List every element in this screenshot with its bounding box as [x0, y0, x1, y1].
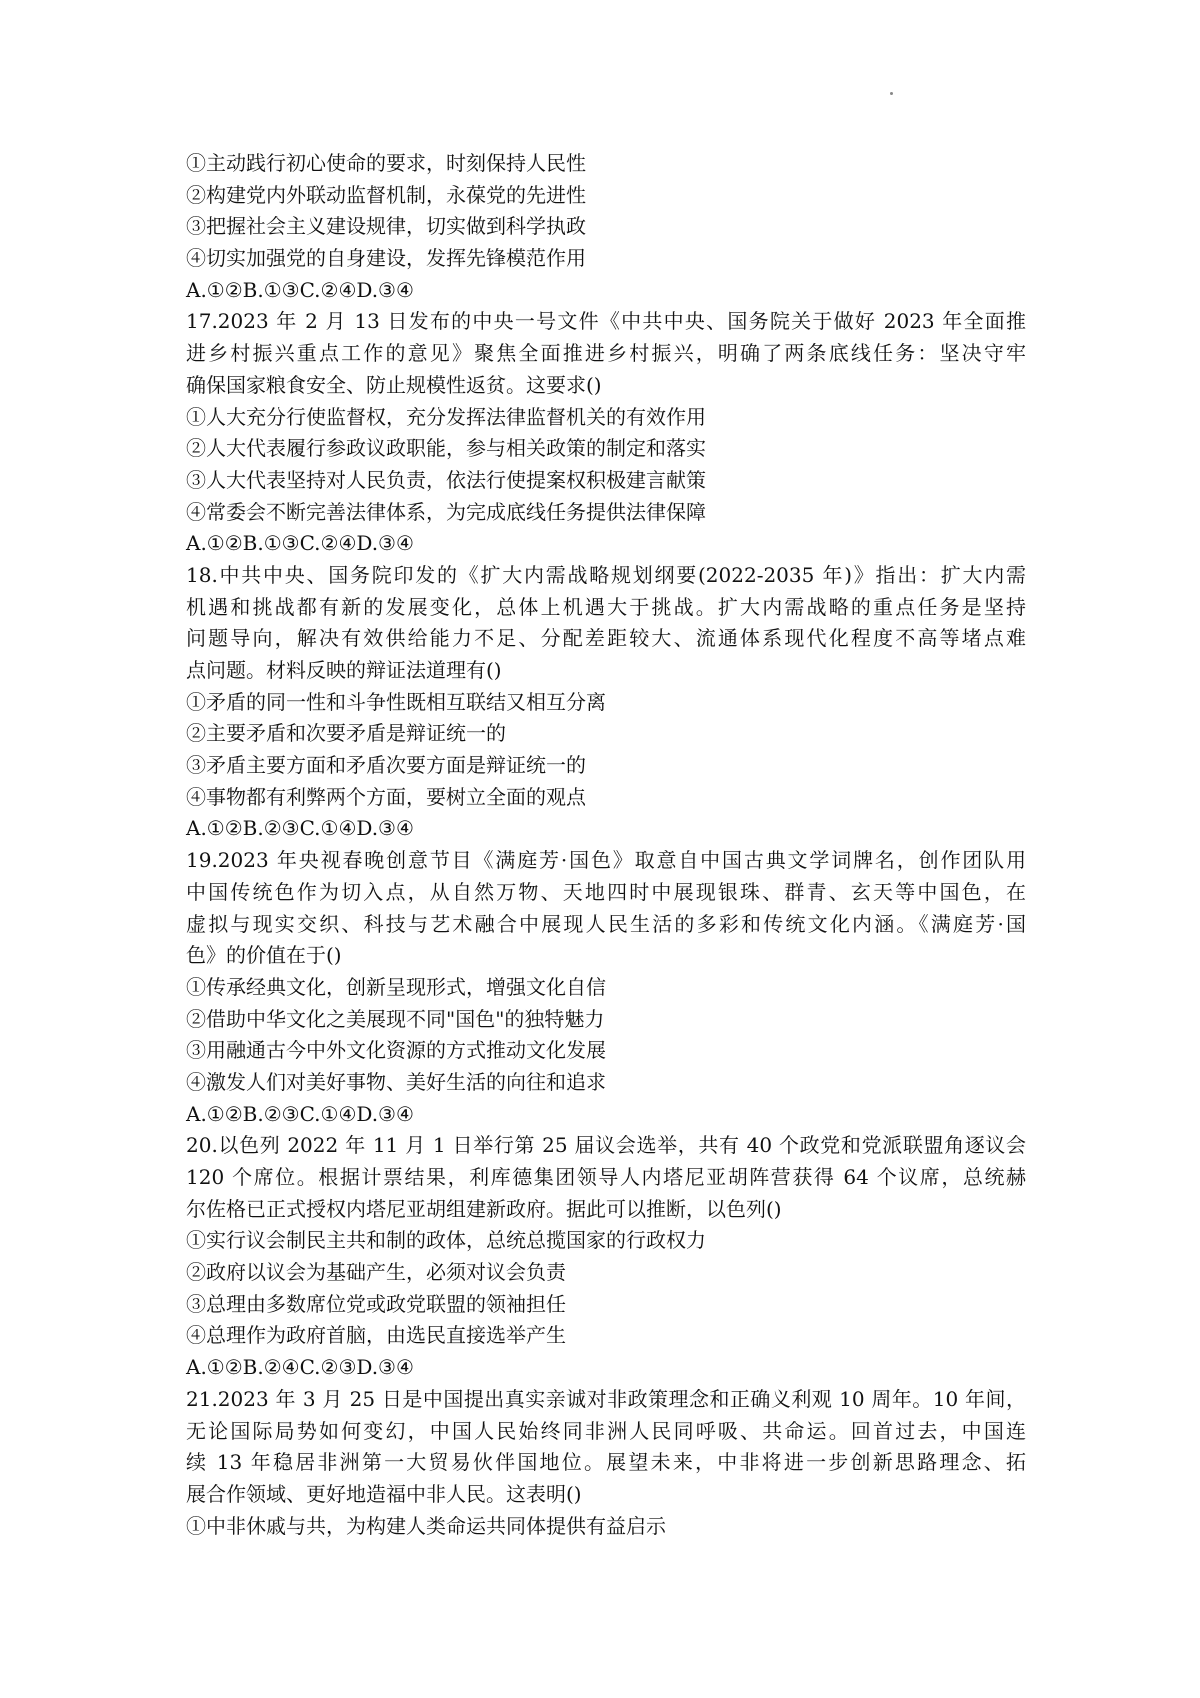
question-line: 色》的价值在于() [186, 943, 342, 968]
statement-option: ①中非休戚与共，为构建人类命运共同体提供有益启示 [186, 1513, 666, 1538]
statement-option: ②主要矛盾和次要矛盾是辩证统一的 [186, 721, 506, 746]
question-line: 确保国家粮食安全、防止规模性返贫。这要求() [186, 372, 602, 397]
question-line: 120 个席位。根据计票结果，利库德集团领导人内塔尼亚胡阵营获得 64 个议席，总统赫 [186, 1165, 1026, 1189]
document-body [186, 148, 1026, 1542]
question-line: 21.2023 年 3 月 25 日是中国提出真实亲诚对非政策理念和正确义利观 10 周年。10 年间， [186, 1386, 1026, 1411]
scan-dot-mark [890, 92, 893, 95]
statement-option: ②借助中华文化之美展现不同"国色"的独特魅力 [186, 1006, 605, 1031]
question-stem [186, 306, 1026, 401]
statement-option: ①人大充分行使监督权，充分发挥法律监督机关的有效作用 [186, 404, 706, 429]
answer-choices: A.①②B.①③C.②④D.③④ [186, 277, 414, 302]
statement-option: ④切实加强党的自身建设，发挥先锋模范作用 [186, 246, 586, 271]
statement-option: ①矛盾的同一性和斗争性既相互联结又相互分离 [186, 689, 606, 714]
statement-option: ③把握社会主义建设规律，切实做到科学执政 [186, 214, 586, 239]
statement-option: ④常委会不断完善法律体系，为完成底线任务提供法律保障 [186, 499, 706, 524]
statement-option: ③矛盾主要方面和矛盾次要方面是辩证统一的 [186, 753, 586, 778]
question-line: 中国传统色作为切入点，从自然万物、天地四时中展现银珠、群青、玄天等中国色，在 [186, 879, 1026, 904]
question-line: 无论国际局势如何变幻，中国人民始终同非洲人民同呼吸、共命运。回首过去，中国连 [186, 1418, 1026, 1443]
question-line: 续 13 年稳居非洲第一大贸易伙伴国地位。展望未来，中非将进一步创新思路理念、拓 [186, 1450, 1026, 1475]
statement-option: ①主动践行初心使命的要求，时刻保持人民性 [186, 151, 586, 175]
question-line: 20.以色列 2022 年 11 月 1 日举行第 25 届议会选举，共有 40 个政党和党派联盟角逐议会 [186, 1133, 1026, 1158]
statement-option: ①实行议会制民主共和制的政体，总统总揽国家的行政权力 [186, 1228, 706, 1253]
statement-option: ④总理作为政府首脑，由选民直接选举产生 [186, 1323, 566, 1348]
question-line: 17.2023 年 2 月 13 日发布的中央一号文件《中共中央、国务院关于做好 2023 年全面推 [186, 309, 1026, 334]
statement-option: ③用融通古今中外文化资源的方式推动文化发展 [186, 1038, 606, 1063]
question-line: 19.2023 年央视春晚创意节目《满庭芳·国色》取意自中国古典文学词牌名，创作团队用 [186, 848, 1026, 873]
question-line: 问题导向，解决有效供给能力不足、分配差距较大、流通体系现代化程度不高等堵点难 [186, 626, 1026, 651]
question-stem [186, 1384, 1026, 1511]
question-line: 进乡村振兴重点工作的意见》聚焦全面推进乡村振兴，明确了两条底线任务：坚决守牢 [186, 341, 1026, 366]
question-line: 展合作领域、更好地造福中非人民。这表明() [186, 1481, 582, 1506]
statement-option: ③总理由多数席位党或政党联盟的领袖担任 [186, 1291, 566, 1316]
question-stem [186, 1130, 1026, 1225]
question-line: 虚拟与现实交织、科技与艺术融合中展现人民生活的多彩和传统文化内涵。《满庭芳·国 [186, 911, 1026, 936]
question-stem [186, 560, 1026, 687]
answer-choices: A.①②B.②③C.①④D.③④ [186, 816, 414, 841]
statement-option: ②人大代表履行参政议政职能，参与相关政策的制定和落实 [186, 436, 706, 461]
question-line: 18.中共中央、国务院印发的《扩大内需战略规划纲要(2022-2035 年)》指出：扩大内需 [186, 562, 1026, 587]
statement-option: ④激发人们对美好事物、美好生活的向往和追求 [186, 1069, 606, 1094]
statement-option: ④事物都有利弊两个方面，要树立全面的观点 [186, 784, 586, 809]
statement-option: ①传承经典文化，创新呈现形式，增强文化自信 [186, 974, 606, 999]
statement-option: ③人大代表坚持对人民负责，依法行使提案权积极建言献策 [186, 467, 706, 492]
statement-option: ②构建党内外联动监督机制，永葆党的先进性 [186, 182, 586, 207]
question-stem [186, 845, 1026, 972]
question-line: 机遇和挑战都有新的发展变化，总体上机遇大于挑战。扩大内需战略的重点任务是坚持 [186, 594, 1026, 619]
answer-choices: A.①②B.②③C.①④D.③④ [186, 1101, 414, 1126]
answer-choices: A.①②B.①③C.②④D.③④ [186, 531, 414, 556]
statement-option: ②政府以议会为基础产生，必须对议会负责 [186, 1260, 566, 1285]
answer-choices: A.①②B.②④C.②③D.③④ [186, 1355, 414, 1380]
question-line: 尔佐格已正式授权内塔尼亚胡组建新政府。据此可以推断，以色列() [186, 1196, 782, 1221]
question-line: 点问题。材料反映的辩证法道理有() [186, 658, 502, 682]
